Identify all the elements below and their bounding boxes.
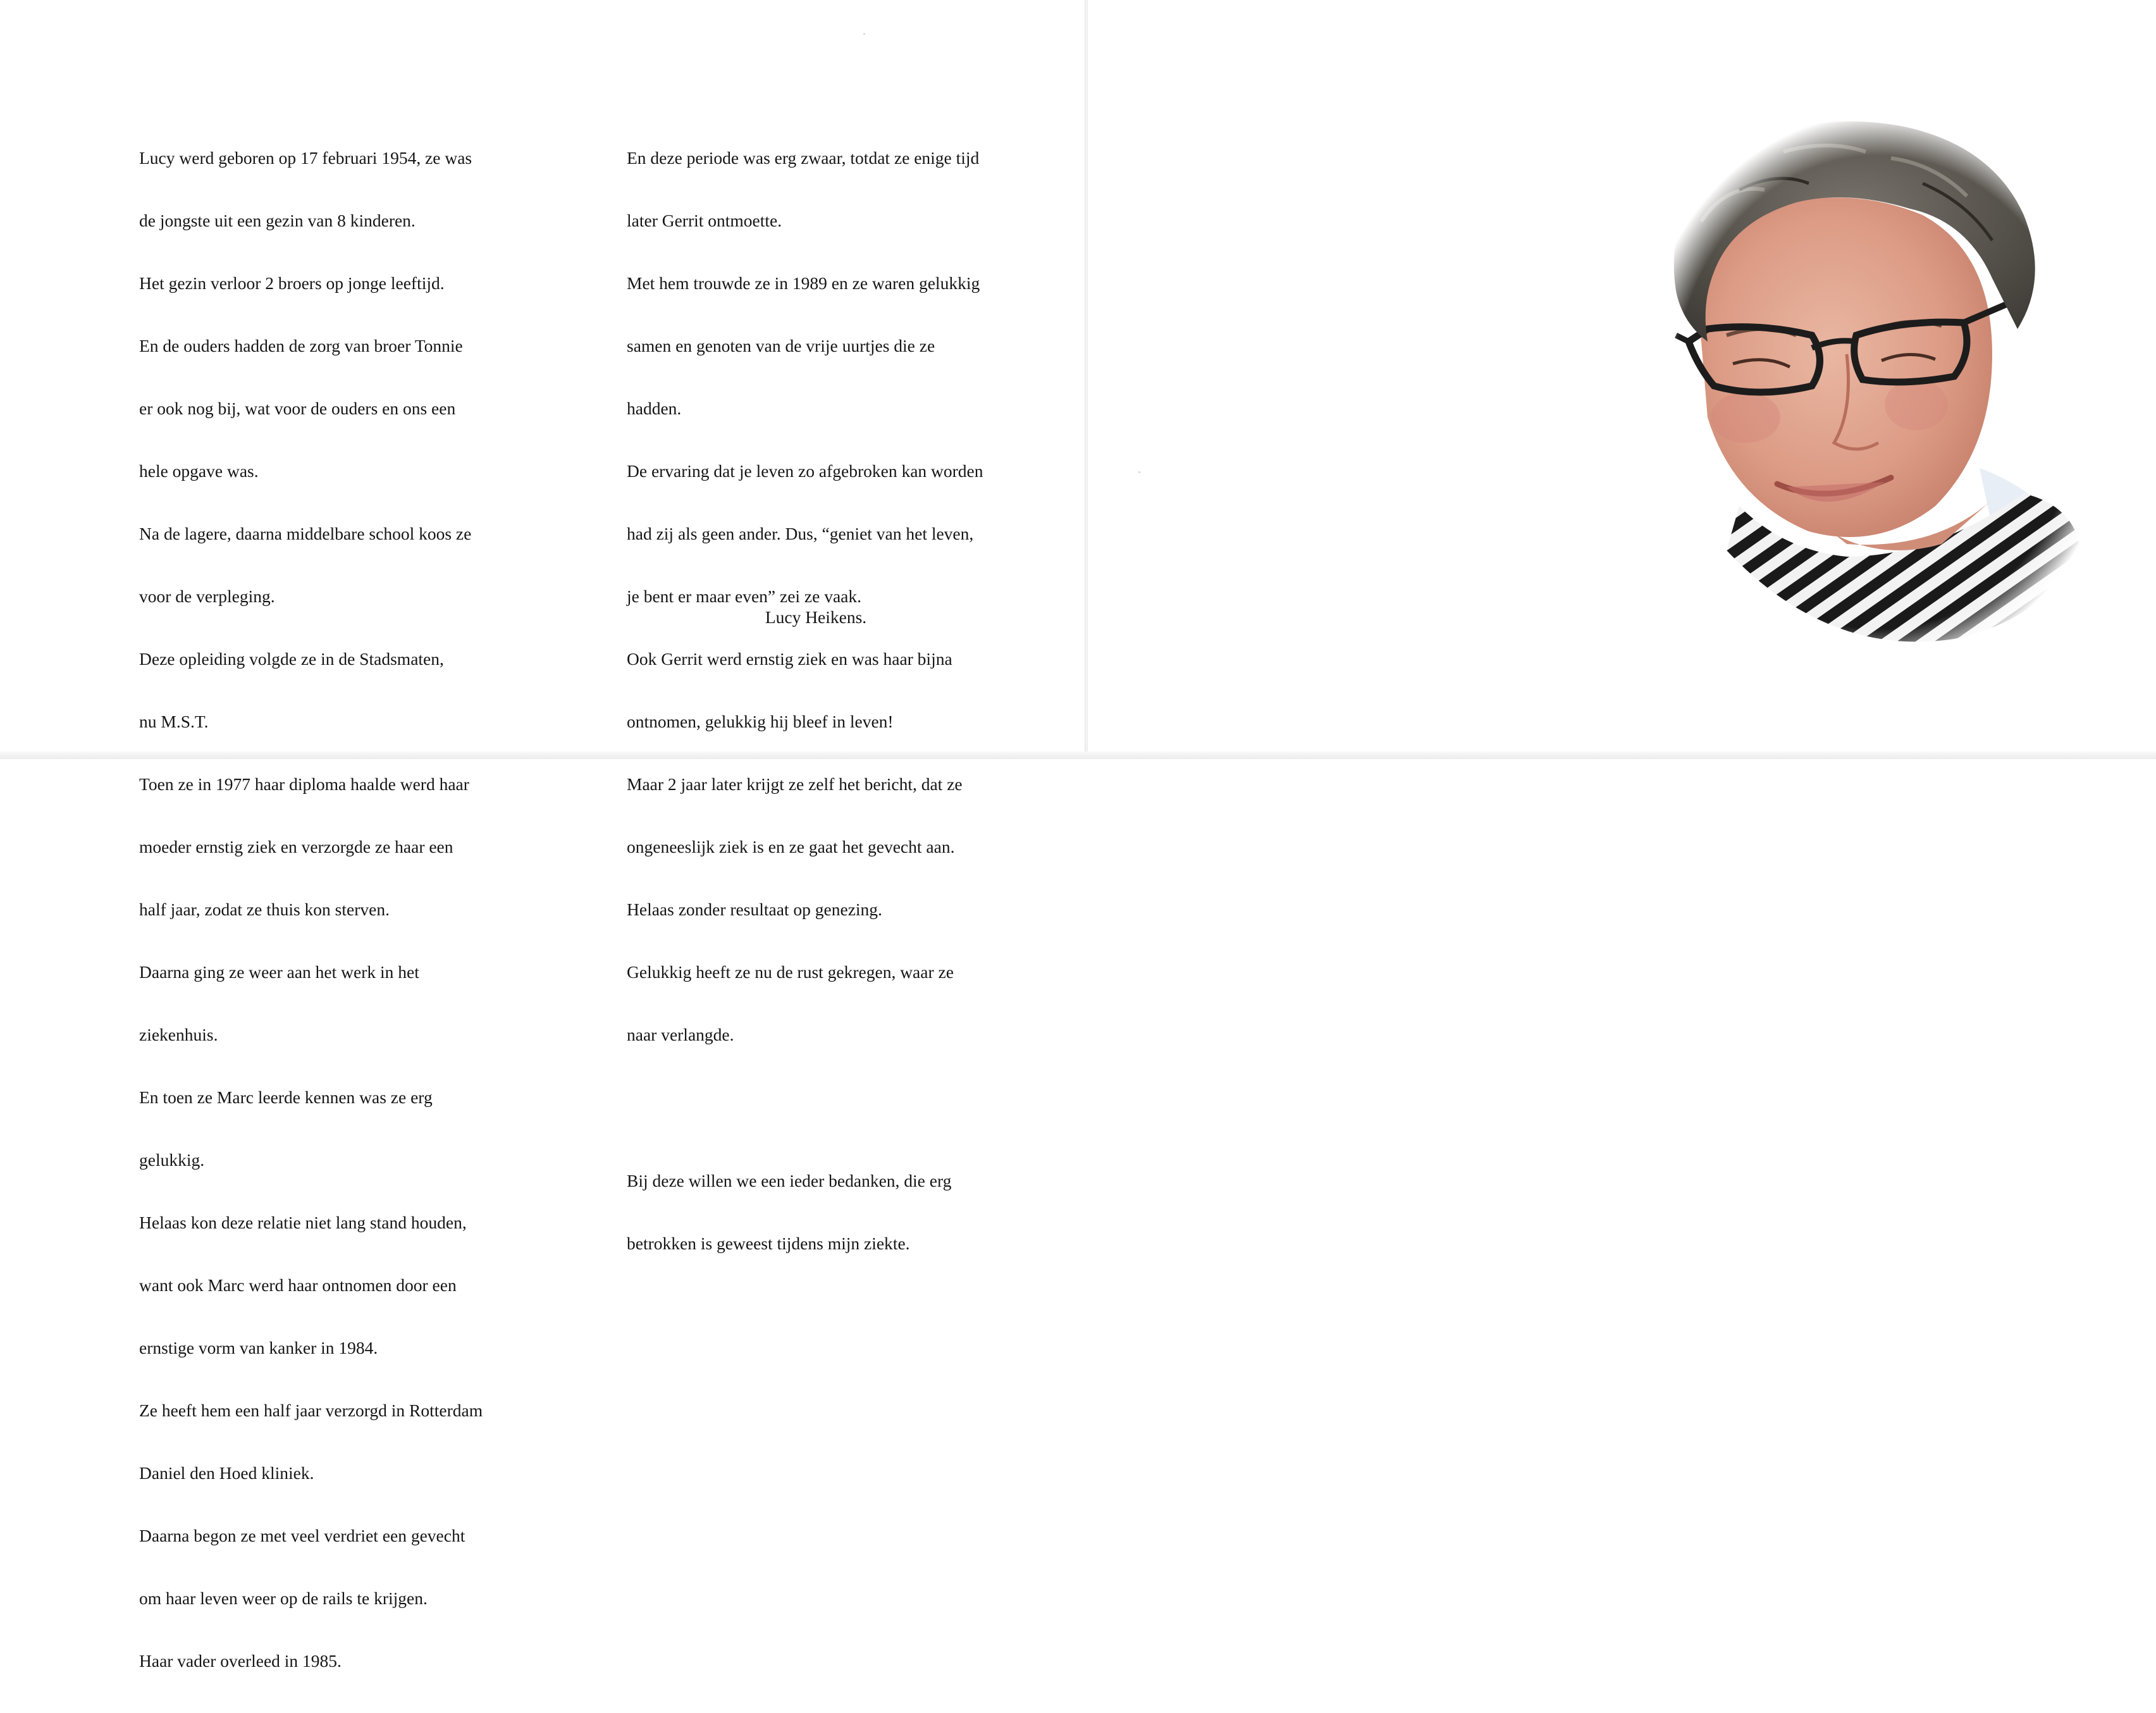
biography-line: Het gezin verloor 2 broers op jonge leeftijd.	[139, 273, 445, 293]
biography-line: Maar 2 jaar later krijgt ze zelf het bericht, dat ze	[627, 774, 963, 794]
biography-line: Ze heeft hem een half jaar verzorgd in Rotterdam	[139, 1401, 483, 1420]
biography-line: later Gerrit ontmoette.	[627, 211, 782, 230]
biography-line: gelukkig.	[139, 1150, 205, 1170]
biography-line: Deze opleiding volgde ze in de Stadsmaten,	[139, 649, 444, 669]
biography-line: hele opgave was.	[139, 461, 259, 481]
biography-line: Met hem trouwde ze in 1989 en ze waren gelukkig	[627, 273, 980, 293]
biography-line: er ook nog bij, wat voor de ouders en ons een	[139, 399, 456, 418]
biography-line: Haar vader overleed in 1985.	[139, 1651, 342, 1671]
biography-line: moeder ernstig ziek en verzorgde ze haar een	[139, 837, 453, 856]
biography-line: had zij als geen ander. Dus, “geniet van het leven,	[627, 524, 974, 543]
biography-line: ongeneeslijk ziek is en ze gaat het gevecht aan.	[627, 837, 955, 856]
biography-line: nu M.S.T.	[139, 712, 209, 731]
biography-line: hadden.	[627, 399, 682, 418]
biography-line: Helaas zonder resultaat op genezing.	[627, 900, 882, 919]
left-page	[0, 0, 1085, 1671]
biography-line: samen en genoten van de vrije uurtjes die ze	[627, 336, 935, 356]
biography-column	[139, 106, 483, 1713]
biography-line: want ook Marc werd haar ontnomen door een	[139, 1275, 457, 1295]
biography-line: De ervaring dat je leven zo afgebroken kan worden	[627, 461, 983, 481]
biography-line: half jaar, zodat ze thuis kon sterven.	[139, 900, 390, 919]
biography-line: Daarna begon ze met veel verdriet een gevecht	[139, 1526, 465, 1545]
biography-line: Lucy werd geboren op 17 februari 1954, ze was	[139, 148, 472, 168]
paragraph-gap	[627, 1087, 983, 1129]
biography-line: En deze periode was erg zwaar, totdat ze enige tijd	[627, 148, 980, 168]
biography-line: je bent er maar even” zei ze vaak.	[627, 586, 862, 606]
biography-line: om haar leven weer op de rails te krijgen.	[139, 1588, 428, 1608]
biography-line: ernstige vorm van kanker in 1984.	[139, 1338, 378, 1357]
thanks-line: Bij deze willen we een ieder bedanken, die erg	[627, 1171, 952, 1190]
biography-line: ontnomen, gelukkig hij bleef in leven!	[627, 712, 894, 731]
biography-line: En toen ze Marc leerde kennen was ze erg	[139, 1087, 433, 1107]
biography-line: voor de verpleging.	[139, 586, 275, 606]
biography-line: Daniel den Hoed kliniek.	[139, 1463, 314, 1483]
biography-line: En de ouders hadden de zorg van broer Tonnie	[139, 336, 463, 356]
biography-line: Helaas kon deze relatie niet lang stand houden,	[139, 1213, 467, 1232]
biography-line: Toen ze in 1977 haar diploma haalde werd haar	[139, 774, 469, 794]
paper-speck	[1138, 471, 1140, 473]
biography-line: Na de lagere, daarna middelbare school koos ze	[139, 524, 472, 543]
signature: Lucy Heikens.	[765, 607, 867, 627]
biography-continued-column	[627, 106, 983, 1296]
biography-line: Daarna ging ze weer aan het werk in het	[139, 962, 419, 982]
biography-line: Gelukkig heeft ze nu de rust gekregen, waar ze	[627, 962, 954, 982]
portrait-photo	[1638, 114, 2119, 671]
thanks-line: betrokken is geweest tijdens mijn ziekte.	[627, 1234, 910, 1253]
biography-line: naar verlangde.	[627, 1025, 734, 1044]
biography-line: ziekenhuis.	[139, 1025, 218, 1044]
vignette	[1638, 114, 2119, 671]
biography-line: Ook Gerrit werd ernstig ziek en was haar bijna	[627, 649, 952, 669]
biography-line: de jongste uit een gezin van 8 kinderen.	[139, 211, 416, 230]
paper-speck	[863, 33, 865, 35]
card-bottom-edge	[0, 751, 2156, 759]
